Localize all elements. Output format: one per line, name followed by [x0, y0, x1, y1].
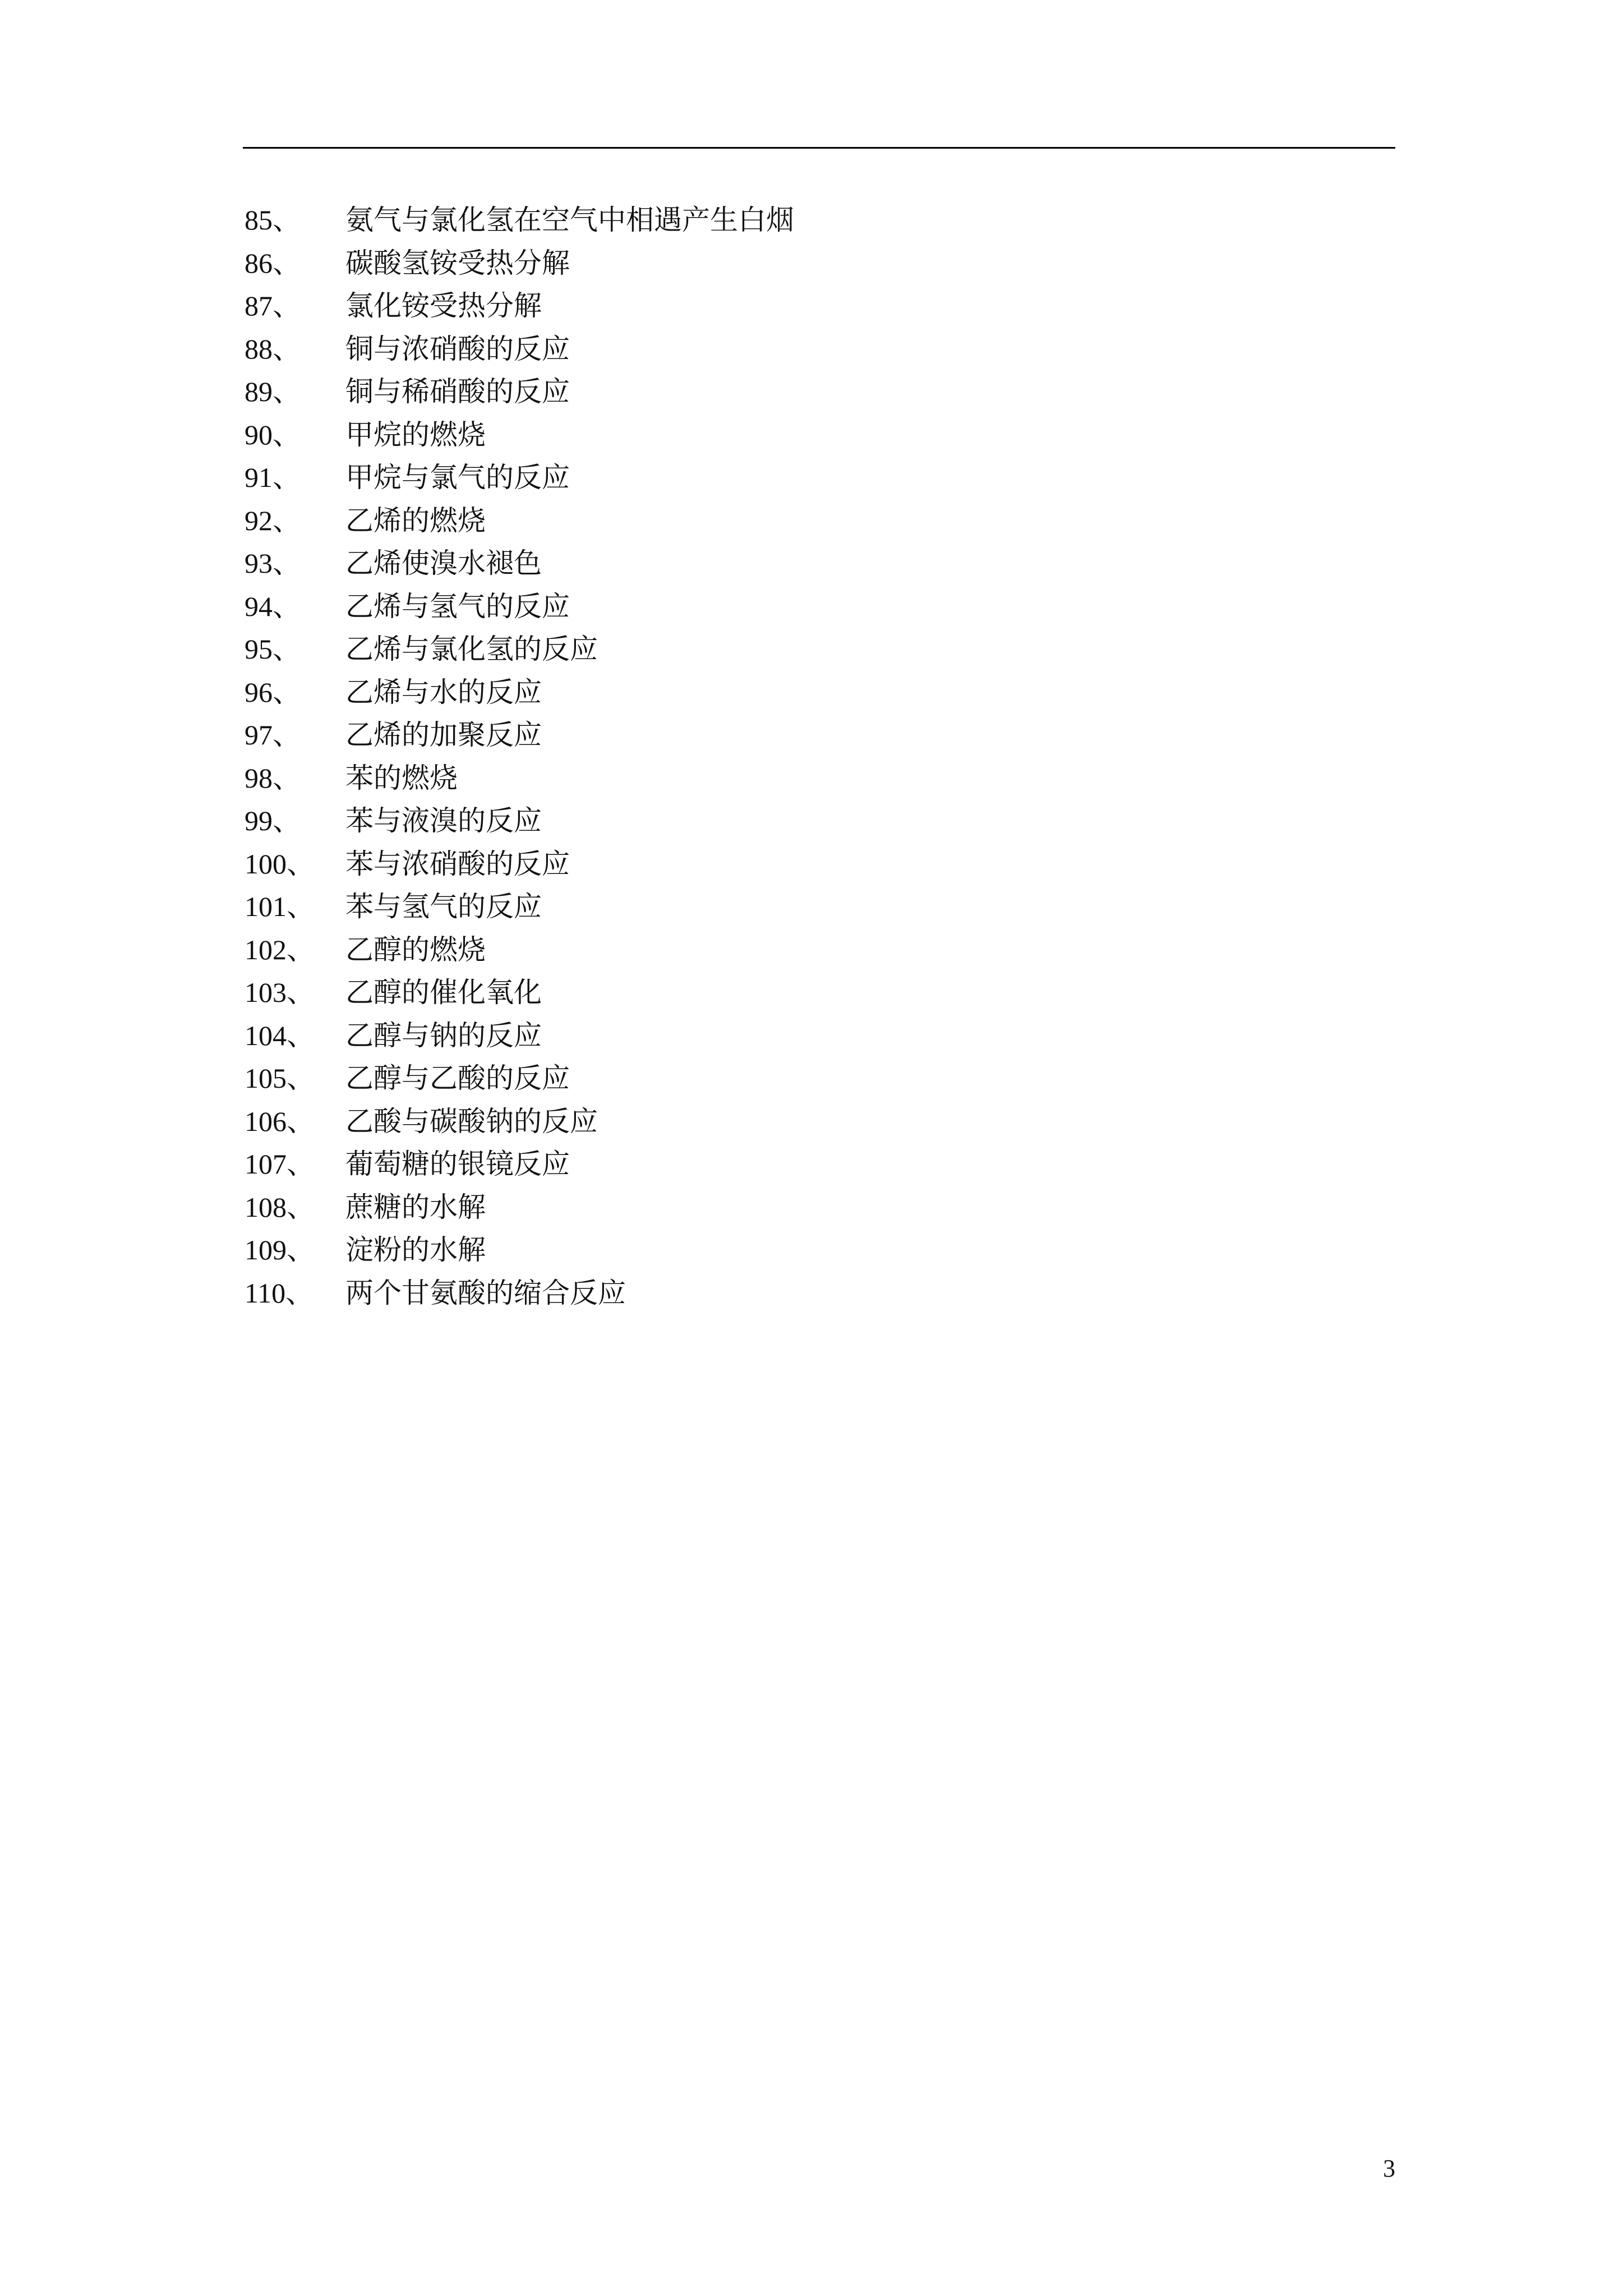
page-number: 3	[1383, 2155, 1395, 2182]
item-number: 98、	[245, 762, 301, 794]
item-number: 94、	[245, 590, 301, 622]
item-number: 109、	[245, 1234, 315, 1266]
item-number: 101、	[245, 891, 315, 922]
list-item	[245, 973, 1366, 1016]
item-number: 110、	[245, 1277, 314, 1309]
item-number: 89、	[245, 376, 301, 407]
item-number: 107、	[245, 1148, 315, 1180]
item-text: 甲烷与氯气的反应	[345, 461, 570, 494]
item-text: 苯与浓硝酸的反应	[345, 847, 570, 880]
list-item	[245, 200, 1366, 243]
item-text: 苯与液溴的反应	[345, 804, 542, 837]
item-number: 95、	[245, 633, 301, 665]
item-text: 碳酸氢铵受热分解	[345, 246, 570, 279]
item-text: 铜与浓硝酸的反应	[345, 332, 570, 365]
list-item	[245, 372, 1366, 415]
item-number: 85、	[245, 204, 301, 236]
list-item	[245, 329, 1366, 372]
list-item	[245, 458, 1366, 501]
item-number: 102、	[245, 933, 315, 965]
header-rule	[243, 147, 1395, 149]
item-number: 106、	[245, 1105, 315, 1137]
reaction-list	[245, 200, 1366, 1316]
list-item	[245, 715, 1366, 758]
list-item	[245, 415, 1366, 458]
item-text: 乙醇与乙酸的反应	[345, 1062, 570, 1094]
item-text: 苯的燃烧	[345, 761, 458, 794]
list-item	[245, 286, 1366, 329]
list-item	[245, 1188, 1366, 1231]
item-text: 葡萄糖的银镜反应	[345, 1148, 570, 1180]
item-number: 92、	[245, 504, 301, 536]
item-text: 苯与氢气的反应	[345, 890, 542, 923]
item-text: 乙烯的燃烧	[345, 504, 486, 537]
item-text: 两个甘氨酸的缩合反应	[345, 1276, 626, 1309]
item-text: 乙醇的燃烧	[345, 933, 486, 966]
item-text: 乙醇的催化氧化	[345, 976, 542, 1009]
list-item	[245, 1016, 1366, 1059]
list-item	[245, 544, 1366, 587]
list-item	[245, 887, 1366, 930]
list-item	[245, 1102, 1366, 1145]
item-number: 96、	[245, 676, 301, 708]
item-number: 105、	[245, 1062, 315, 1094]
item-number: 91、	[245, 462, 301, 493]
item-number: 100、	[245, 848, 315, 880]
list-item	[245, 629, 1366, 673]
item-text: 甲烷的燃烧	[345, 418, 486, 451]
list-item	[245, 844, 1366, 887]
item-number: 86、	[245, 247, 301, 279]
list-item	[245, 1144, 1366, 1188]
item-text: 乙酸与碳酸钠的反应	[345, 1105, 598, 1138]
item-text: 氨气与氯化氢在空气中相遇产生白烟	[345, 204, 794, 236]
list-item	[245, 758, 1366, 802]
list-item	[245, 1230, 1366, 1273]
item-text: 乙烯与氢气的反应	[345, 590, 570, 623]
list-item	[245, 587, 1366, 630]
item-number: 99、	[245, 805, 301, 836]
item-number: 87、	[245, 290, 301, 321]
list-item	[245, 501, 1366, 544]
item-text: 蔗糖的水解	[345, 1190, 486, 1223]
list-item	[245, 673, 1366, 716]
list-item	[245, 801, 1366, 844]
item-text: 铜与稀硝酸的反应	[345, 375, 570, 408]
list-item	[245, 930, 1366, 973]
list-item	[245, 243, 1366, 287]
item-number: 90、	[245, 418, 301, 450]
item-number: 97、	[245, 719, 301, 751]
item-text: 乙烯与氯化氢的反应	[345, 633, 598, 665]
item-number: 88、	[245, 333, 301, 365]
item-text: 乙烯使溴水褪色	[345, 547, 542, 579]
item-number: 108、	[245, 1191, 315, 1223]
item-text: 氯化铵受热分解	[345, 289, 542, 322]
item-text: 乙烯的加聚反应	[345, 719, 542, 751]
item-number: 104、	[245, 1019, 315, 1051]
item-number: 93、	[245, 547, 301, 579]
item-text: 淀粉的水解	[345, 1234, 486, 1266]
item-text: 乙醇与钠的反应	[345, 1019, 542, 1052]
list-item	[245, 1059, 1366, 1102]
item-text: 乙烯与水的反应	[345, 675, 542, 708]
item-number: 103、	[245, 977, 315, 1008]
list-item	[245, 1273, 1366, 1317]
